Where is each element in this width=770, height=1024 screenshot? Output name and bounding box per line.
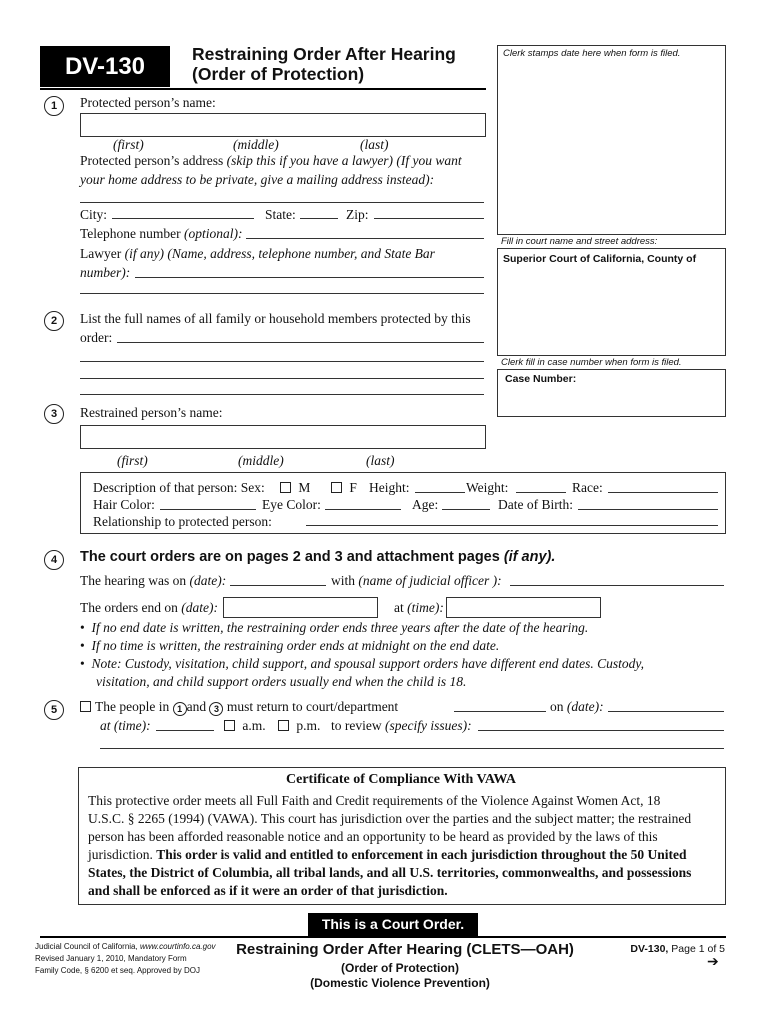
sex-label: Description of that person: Sex: [93, 480, 265, 495]
restrained-name-label: Restrained person’s name: [80, 405, 223, 420]
address-text: Protected person’s address [80, 153, 224, 168]
lawyer-input-1[interactable] [135, 277, 484, 278]
and-text: and [186, 699, 207, 714]
lawyer-text: Lawyer [80, 246, 122, 261]
review-input-2[interactable] [100, 748, 724, 749]
court-order-banner: This is a Court Order. [308, 913, 478, 936]
council-text: Judicial Council of California, [35, 942, 138, 951]
bullet-2: • If no time is written, the restraining order ends at midnight on the end date. [80, 638, 500, 653]
clerk-stamp-note: Clerk stamps date here when form is filed. [503, 48, 681, 59]
footer-sub-2: (Domestic Violence Prevention) [310, 976, 490, 990]
end-time-input[interactable] [446, 597, 601, 618]
dob-label: Date of Birth: [498, 497, 573, 512]
judicial-officer-input[interactable] [510, 585, 724, 586]
lawyer-hint-text: number): [80, 265, 131, 280]
race-input[interactable] [608, 492, 718, 493]
form-title: Restraining Order After Hearing [192, 44, 456, 64]
vawa-line-3: person has been afforded reasonable notice and an opportunity to be heard as provided by the laws of this [88, 829, 658, 844]
middle-label [233, 137, 279, 153]
return-time-label [100, 718, 151, 734]
city-input[interactable] [112, 218, 254, 219]
bullet-text: If no end date is written, the restraining order ends three years after the date of the hearing. [91, 620, 589, 635]
with-hint: (name of judicial officer ): [358, 573, 502, 588]
department-input[interactable] [454, 711, 546, 712]
on-text: on [550, 699, 564, 714]
protected-name-input[interactable] [80, 113, 486, 137]
heading-hint: (if any). [503, 549, 556, 565]
middle-text: (middle) [233, 137, 279, 152]
ends-text: The orders end on [80, 600, 178, 615]
at-time-hint: at (time): [100, 718, 151, 733]
footer-form-id: DV-130, [630, 943, 669, 955]
item-number-3: 3 [44, 404, 64, 424]
hearing-hint: (date): [189, 573, 227, 588]
phone-text: Telephone number [80, 226, 181, 241]
zip-input[interactable] [374, 218, 484, 219]
sex-m-checkbox[interactable] [280, 480, 310, 496]
first-label-3 [117, 453, 148, 469]
court-note: Fill in court name and street address: [501, 236, 658, 247]
header-rule [40, 88, 486, 90]
bullet-text: If no time is written, the restraining order ends at midnight on the end date. [91, 638, 500, 653]
address-input[interactable] [80, 202, 484, 203]
first-text: (first) [113, 137, 144, 152]
family-input-3[interactable] [80, 378, 484, 379]
return-time-input[interactable] [156, 730, 214, 731]
sex-m-label: M [298, 480, 311, 495]
hearing-date-label [80, 573, 226, 589]
item-ref-3: 3 [209, 702, 223, 716]
state-input[interactable] [300, 218, 338, 219]
footer-left-1 [35, 942, 216, 951]
end-date-input[interactable] [223, 597, 378, 618]
height-input[interactable] [415, 492, 465, 493]
middle-label-3 [238, 453, 284, 469]
item-number-4: 4 [44, 550, 64, 570]
vawa-title: Certificate of Compliance With VAWA [286, 772, 516, 787]
lawyer-hint: (if any) (Name, address, telephone number, and State Bar [124, 246, 435, 261]
next-page-arrow-icon[interactable]: ➔ [707, 955, 719, 970]
case-note: Clerk fill in case number when form is filed. [501, 357, 682, 368]
at-hint: (time): [407, 600, 444, 615]
ends-hint: (date): [181, 600, 218, 615]
page-number: Page 1 of 5 [671, 943, 725, 955]
footer-rule [40, 936, 726, 938]
city-label: City: [80, 207, 108, 222]
bullet-3: • Note: Custody, visitation, child support, and spousal support orders have different end dates. Custody, [80, 656, 644, 671]
vawa-plain: jurisdiction. [88, 847, 153, 862]
form-subtitle: (Order of Protection) [192, 64, 365, 84]
return-to-court-checkbox[interactable] [80, 699, 398, 716]
address-label [80, 153, 462, 169]
item-number-2: 2 [44, 311, 64, 331]
eye-label: Eye Color: [262, 497, 321, 512]
hearing-date-input[interactable] [230, 585, 326, 586]
vawa-line-6: and shall be enforced as if it were an order of that jurisdiction. [88, 883, 448, 898]
judicial-officer-label [331, 573, 502, 589]
item-ref-1: 1 [173, 702, 187, 716]
return-date-input[interactable] [608, 711, 724, 712]
weight-label: Weight: [466, 480, 509, 495]
weight-input[interactable] [516, 492, 566, 493]
state-label: State: [265, 207, 296, 222]
last-label-3 [366, 453, 395, 469]
am-label: a.m. [242, 718, 266, 733]
first-text-3: (first) [117, 453, 148, 468]
race-label: Race: [572, 480, 603, 495]
end-date-label [80, 600, 218, 616]
end-time-label [394, 600, 444, 616]
court-label: Superior Court of California, County of [503, 253, 697, 265]
hair-input[interactable] [160, 509, 256, 510]
family-members-label: List the full names of all family or household members protected by this [80, 311, 471, 326]
clerk-stamp-box[interactable] [497, 45, 726, 235]
lawyer-label [80, 246, 435, 262]
last-text-3: (last) [366, 453, 395, 468]
lawyer-input-2[interactable] [80, 293, 484, 294]
am-checkbox[interactable] [224, 718, 266, 734]
last-label [360, 137, 389, 153]
bullet-text: Note: Custody, visitation, child support, and spousal support orders have different end dates. Custody, [91, 656, 644, 671]
footer-title: Restraining Order After Hearing (CLETS—OAH) [236, 941, 574, 958]
vawa-bold: This order is valid and entitled to enforcement in each jurisdiction throughout the 50 United [156, 847, 687, 862]
family-input-4[interactable] [80, 394, 484, 395]
review-hint: (specify issues): [384, 718, 472, 733]
relationship-input[interactable] [306, 525, 718, 526]
family-members-label-2: order: [80, 330, 113, 345]
vawa-line-1: This protective order meets all Full Faith and Credit requirements of the Violence Against Women Act, 18 [88, 793, 661, 808]
phone-input[interactable] [246, 238, 484, 239]
height-label: Height: [369, 480, 410, 495]
footer-left-3: Family Code, § 6200 et seq. Approved by DOJ [35, 966, 200, 975]
footer-left-2: Revised January 1, 2010, Mandatory Form [35, 954, 187, 963]
age-input[interactable] [442, 509, 490, 510]
sex-f-label: F [349, 480, 357, 495]
lawyer-hint-2 [80, 265, 130, 281]
with-text: with [331, 573, 356, 588]
on-hint: (date): [566, 699, 604, 714]
review-label [331, 718, 472, 734]
return-date-label [550, 699, 604, 715]
vawa-line-5: States, the District of Columbia, all tribal lands, and all U.S. territories, commonwealths, and possessions [88, 865, 692, 880]
phone-hint: (optional): [184, 226, 243, 241]
address-hint-text: your home address to be private, give a mailing address instead): [80, 172, 435, 187]
first-label [113, 137, 144, 153]
item-number-5: 5 [44, 700, 64, 720]
dob-input[interactable] [578, 509, 718, 510]
footer-sub-1: (Order of Protection) [340, 961, 459, 975]
sex-f-checkbox[interactable] [331, 480, 357, 496]
item-number-1: 1 [44, 96, 64, 116]
hearing-text: The hearing was on [80, 573, 187, 588]
relationship-label: Relationship to protected person: [93, 514, 272, 529]
pm-label: p.m. [296, 718, 321, 733]
must-text: must return to court/department [226, 699, 399, 714]
heading-text: The court orders are on pages 2 and 3 and attachment pages [80, 549, 500, 565]
pm-checkbox[interactable] [278, 718, 320, 734]
bullet-3-cont [96, 674, 466, 690]
restrained-name-input[interactable] [80, 425, 486, 449]
vawa-line-2: U.S.C. § 2265 (1994) (VAWA). This court has jurisdiction over the parties and the subject matter; the restrained [88, 811, 692, 826]
case-number-label: Case Number: [505, 373, 577, 385]
at-text: at [394, 600, 404, 615]
family-input-1[interactable] [117, 342, 484, 343]
vawa-line-4 [88, 847, 687, 863]
eye-input[interactable] [325, 509, 401, 510]
phone-label [80, 226, 243, 242]
court-orders-heading [80, 549, 555, 565]
review-input-1[interactable] [478, 730, 724, 731]
people-text: The people in [95, 699, 170, 714]
council-url[interactable]: www.courtinfo.ca.gov [139, 942, 216, 951]
middle-text-3: (middle) [238, 453, 284, 468]
protected-name-label: Protected person’s name: [80, 95, 216, 110]
age-label: Age: [412, 497, 439, 512]
form-id-badge: DV-130 [40, 46, 170, 87]
family-input-2[interactable] [80, 361, 484, 362]
address-hint-2 [80, 172, 434, 188]
address-hint: (skip this if you have a lawyer) (If you want [226, 153, 462, 168]
review-text: to review [331, 718, 382, 733]
last-text: (last) [360, 137, 389, 152]
zip-label: Zip: [346, 207, 369, 222]
hair-label: Hair Color: [93, 497, 155, 512]
bullet-1: • If no end date is written, the restraining order ends three years after the date of the hearing. [80, 620, 589, 635]
bullet-text: visitation, and child support orders usually end when the child is 18. [96, 674, 467, 689]
